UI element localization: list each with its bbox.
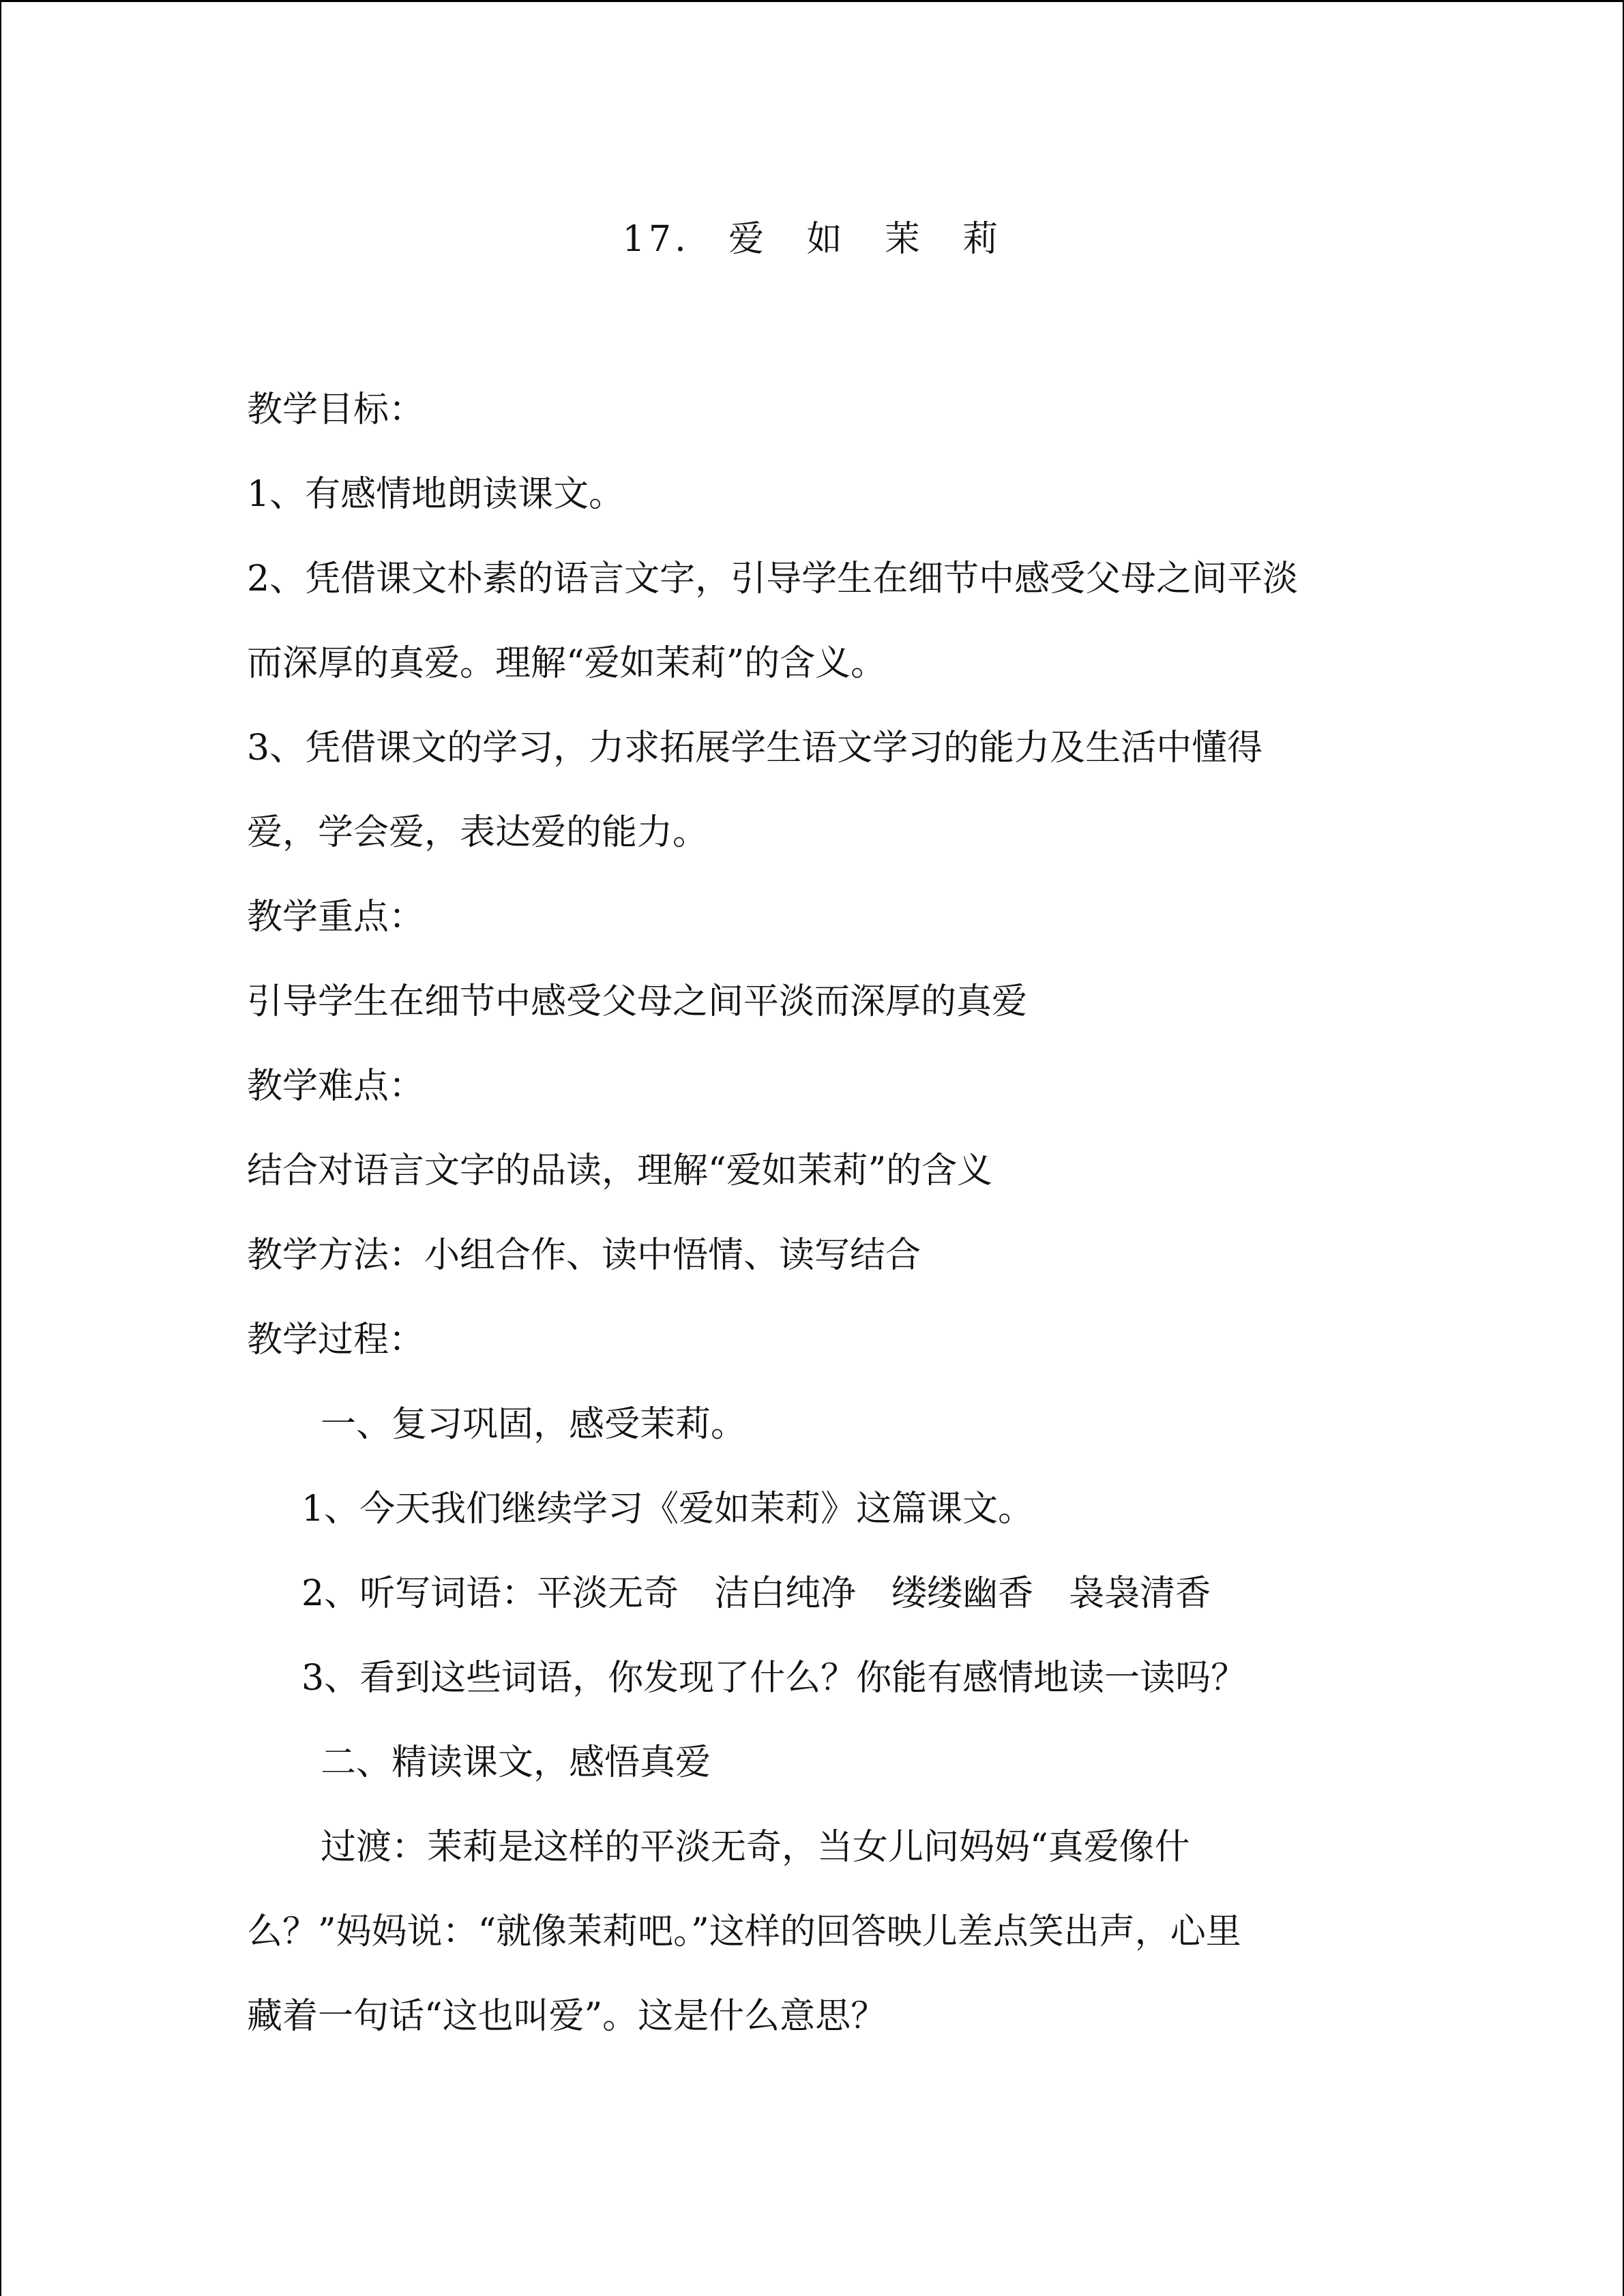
goal-item-2: 2、凭借课文朴素的语言文字，引导学生在细节中感受父母之间平淡 — [247, 558, 1299, 599]
page-top-border — [0, 0, 1624, 2]
goal-item-3: 3、凭借课文的学习，力求拓展学生语文学习的能力及生活中懂得 — [247, 728, 1263, 769]
document-title: 17. 爱 如 茉 莉 — [622, 219, 1002, 260]
transition-paragraph-line-3: 藏着一句话“这也叫爱”。这是什么意思？ — [247, 1996, 887, 2037]
process-step-3: 3、看到这些词语，你发现了什么？你能有感情地读一读吗？ — [301, 1658, 1247, 1699]
key-points-text: 引导学生在细节中感受父母之间平淡而深厚的真爱 — [247, 981, 1028, 1022]
transition-paragraph-line-1: 过渡：茉莉是这样的平淡无奇，当女儿问妈妈“真爱像什 — [321, 1827, 1190, 1868]
heading-difficulties: 教学难点： — [247, 1066, 425, 1107]
goal-item-1: 1、有感情地朗读课文。 — [247, 474, 625, 515]
goal-item-3-continued: 爱，学会爱，表达爱的能力。 — [247, 812, 709, 853]
heading-teaching-process: 教学过程： — [247, 1320, 425, 1360]
page-left-border — [0, 0, 1, 2296]
process-step-1: 1、今天我们继续学习《爱如茉莉》这篇课文。 — [301, 1489, 1034, 1530]
difficulties-text: 结合对语言文字的品读，理解“爱如茉莉”的含义 — [247, 1150, 993, 1191]
section-two-heading: 二、精读课文，感悟真爱 — [321, 1742, 711, 1783]
transition-paragraph-line-2: 么？”妈妈说：“就像茉莉吧。”这样的回答映儿差点笑出声，心里 — [247, 1911, 1241, 1952]
heading-teaching-goals: 教学目标： — [247, 389, 425, 430]
section-one-heading: 一、复习巩固，感受茉莉。 — [321, 1404, 747, 1445]
document-body — [247, 385, 1393, 2076]
heading-key-points: 教学重点： — [247, 897, 425, 938]
teaching-methods: 教学方法：小组合作、读中悟情、读写结合 — [247, 1235, 921, 1276]
process-step-2: 2、听写词语：平淡无奇 洁白纯净 缕缕幽香 袅袅清香 — [301, 1573, 1211, 1614]
goal-item-2-continued: 而深厚的真爱。理解“爱如茉莉”的含义。 — [247, 643, 887, 684]
